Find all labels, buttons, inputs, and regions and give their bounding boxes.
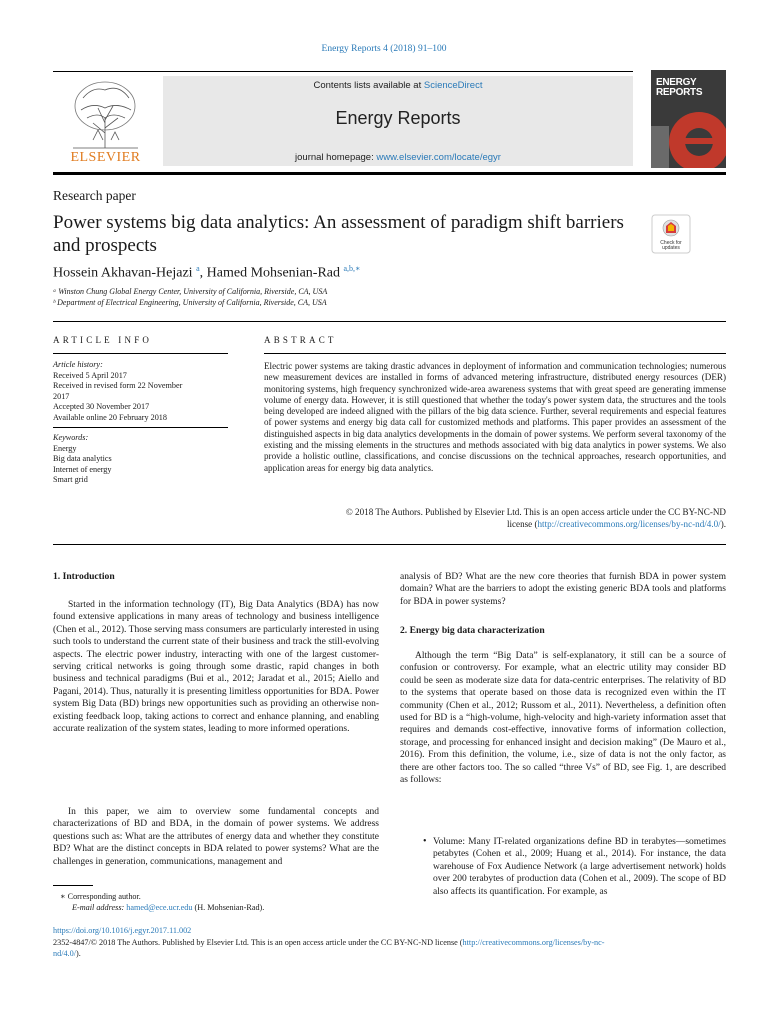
cc-license-link[interactable]: http://creativecommons.org/licenses/by-nc-nd/4.0/	[537, 519, 721, 529]
history-item: Received in revised form 22 November	[53, 381, 183, 390]
history-item: Accepted 30 November 2017	[53, 402, 150, 411]
bullet-marker: •	[423, 836, 427, 847]
email-note	[72, 903, 264, 912]
author-separator: ,	[199, 265, 207, 281]
history-item: Received 5 April 2017	[53, 370, 127, 380]
intro-paragraph-2: In this paper, we aim to overview some fundamental concepts and characterizations of BD and BDA, in the domain of power systems. We address questions such as: What are the attributes of energy data and whether they constitute BD? What are the distinct concepts in BDA related to power systems? What are the challenges in generation, communications, management and	[53, 807, 379, 867]
article-info-heading: ARTICLE INFO	[53, 335, 153, 345]
affiliation-bottom-rule	[53, 321, 726, 322]
corresponding-author-note: ∗ Corresponding author.	[60, 892, 141, 901]
keyword-item: Big data analytics	[53, 454, 112, 463]
affiliation-b: ᵇ Department of Electrical Engineering, University of California, Riverside, CA, USA	[53, 298, 327, 307]
cover-title-line-2: REPORTS	[656, 87, 703, 98]
article-info-block	[53, 360, 228, 486]
copyright-line-1: © 2018 The Authors. Published by Elsevier Ltd. This is an open access article under the CC BY-NC-ND	[345, 507, 726, 517]
email-suffix: (H. Mohsenian-Rad).	[192, 903, 265, 912]
article-type: Research paper	[53, 188, 136, 203]
homepage-prefix: journal homepage:	[295, 152, 377, 163]
keyword-item: Internet of energy	[53, 464, 112, 474]
keywords-rule	[53, 427, 228, 428]
author-1-affil-marker[interactable]: a	[196, 264, 200, 273]
author-list	[53, 264, 361, 282]
abstract-heading: ABSTRACT	[264, 335, 337, 345]
history-item: 2017	[53, 391, 70, 401]
abstract-copyright	[264, 506, 726, 530]
abstract-rule	[264, 353, 726, 354]
keyword-item: Smart grid	[53, 475, 88, 484]
check-for-updates-badge[interactable]	[651, 214, 691, 254]
sciencedirect-link[interactable]: ScienceDirect	[423, 80, 483, 91]
copyright-prefix: license (	[506, 519, 538, 529]
masthead-top-rule	[53, 71, 633, 72]
license-text: 2352-4847/© 2018 The Authors. Published by Elsevier Ltd. This is an open access article under the CC BY-NC-ND license (	[53, 938, 463, 947]
history-item: Available online 20 February 2018	[53, 412, 167, 422]
doi-link[interactable]	[53, 926, 726, 937]
section-2-paragraph-1: Although the term “Big Data” is self-explanatory, it still can be a source of confusion or controversy. For example, what an electric utility may consider BD could be seen as moderate size data for data-centric enterprises. The relativity of BD to the systems that operate based on those data is recognized even within the IT community (Chen et al., 2012; Russom et al., 2011). Nevertheless, a definition often used for BD is a “high-volume, high-velocity and high-variety information asset that requires and demands cost-effective, innovative forms of information collection, storage, and processing for enhanced insight and decision making” (De Mauro et al., 2016). From this definition, the volume, i.e., size of data is not the only factor, as there are other factors too. The so called “three Vs” of BD, see Fig. 1, are described as follows:	[400, 651, 726, 786]
copyright-line-2	[264, 518, 726, 530]
contents-line	[163, 80, 633, 91]
email-label: E-mail address:	[72, 903, 127, 912]
volume-bullet-text: Volume: Many IT-related organizations define BD in terabytes—sometimes petabytes (Cohen et al., 2009; Huang et al., 2014). For instance, the data warehouse of Fox Audience Network (a large advertisement network) holds over 200 terabytes of production data (Cohen et al., 2009). The scope of BD also affects its quantification. For example, as	[433, 837, 726, 897]
svg-text:updates: updates	[662, 245, 680, 251]
affiliation-a: ᵃ Winston Chung Global Energy Center, University of California, Riverside, CA, USA	[53, 287, 328, 296]
doi-text[interactable]: https://doi.org/10.1016/j.egyr.2017.11.002	[53, 926, 192, 935]
contents-prefix: Contents lists available at	[313, 80, 424, 91]
cover-title-line-1: ENERGY	[656, 77, 697, 88]
article-history-label: Article history:	[53, 360, 103, 369]
journal-reference-link[interactable]: Energy Reports 4 (2018) 91–100	[321, 44, 447, 54]
right-continuation-paragraph: analysis of BD? What are the new core theories that furnish BDA in power system domain? What are the barriers to adopt the existing generic BDA tools and platforms for BDA in power systems?	[400, 572, 726, 607]
author-1: Hossein Akhavan-Hejazi	[53, 265, 193, 281]
masthead-bottom-rule	[53, 172, 726, 175]
article-info-rule	[53, 353, 228, 354]
section-1-heading: 1. Introduction	[53, 571, 115, 582]
license-end: ).	[75, 948, 81, 958]
svg-text:Check for: Check for	[660, 240, 682, 246]
license-link-part-1[interactable]: http://creativecommons.org/licenses/by-nc-	[462, 938, 605, 947]
author-2: Hamed Mohsenian-Rad	[206, 265, 340, 281]
journal-homepage-link[interactable]: www.elsevier.com/locate/egyr	[376, 152, 501, 163]
license-statement	[53, 938, 726, 959]
abstract-bottom-rule	[53, 544, 726, 545]
journal-title: Energy Reports	[335, 108, 461, 128]
journal-homepage-line	[163, 152, 633, 163]
abstract-text: Electric power systems are taking drastic advances in deployment of information and communication technologies; numerous new measurement devices are installed in forms of advanced metering infrastructure, distributed energy resources (DER) monitoring systems, high frequency synchronized wide-area awareness systems that with great speed are generating immense volume of energy data. However, it is still questioned that whether the today's power system data, the structures and the tools being developed are indeed aligned with the pillars of the big data science. Further, several requirements and especial features of power systems and energy big data call for customized methods and platforms. This paper provides an assessment of the distinguished aspects in big data analytics developments in the domain of power systems. We perform several taxonomy of the existing and the missing elements in the structures and methods associated with big data analytics in power systems. We also provide a holistic outline, classifications, and concise discussions on the technical approaches, research opportunities, and application areas for energy big data analytics.	[264, 361, 726, 473]
cover-title	[656, 78, 702, 98]
elsevier-wordmark: ELSEVIER	[70, 150, 141, 165]
license-link-part-2[interactable]: nd/4.0/	[53, 948, 76, 958]
keywords-label: Keywords:	[53, 433, 89, 442]
author-2-affil-marker[interactable]: a,b,∗	[343, 264, 361, 273]
author-email-link[interactable]: hamed@ece.ucr.edu	[126, 903, 193, 912]
footnote-rule	[53, 885, 93, 886]
intro-paragraph-1: Started in the information technology (IT), Big Data Analytics (BDA) has now found extensive applications in many areas of technology and business intelligence (Chen et al., 2012). Those serving mass consumers are particularly interested in using such tools to understand the current state of their business and track the still-evolving aspects. The electric power industry, interacting with one of the largest customer-serving critical networks is going through some drastic, rapid changes in both business and technical paradigms (Bui et al., 2012; Jaradat et al., 2015; Aiello and Pagani, 2014). Thus, naturally it is presenting limitless opportunities for BDA. Power system Big Data (BD) brings new opportunities such as providing an otherwise non-existing feedback loop, taking actions to correct and enhance planning, and enabling accurate realization of the system states, leading to more informed operations.	[53, 600, 379, 735]
copyright-suffix: ).	[720, 519, 726, 529]
paper-title: Power systems big data analytics: An assessment of paradigm shift barriers and prospects	[53, 212, 624, 256]
section-2-heading: 2. Energy big data characterization	[400, 625, 545, 636]
keyword-item: Energy	[53, 443, 77, 453]
